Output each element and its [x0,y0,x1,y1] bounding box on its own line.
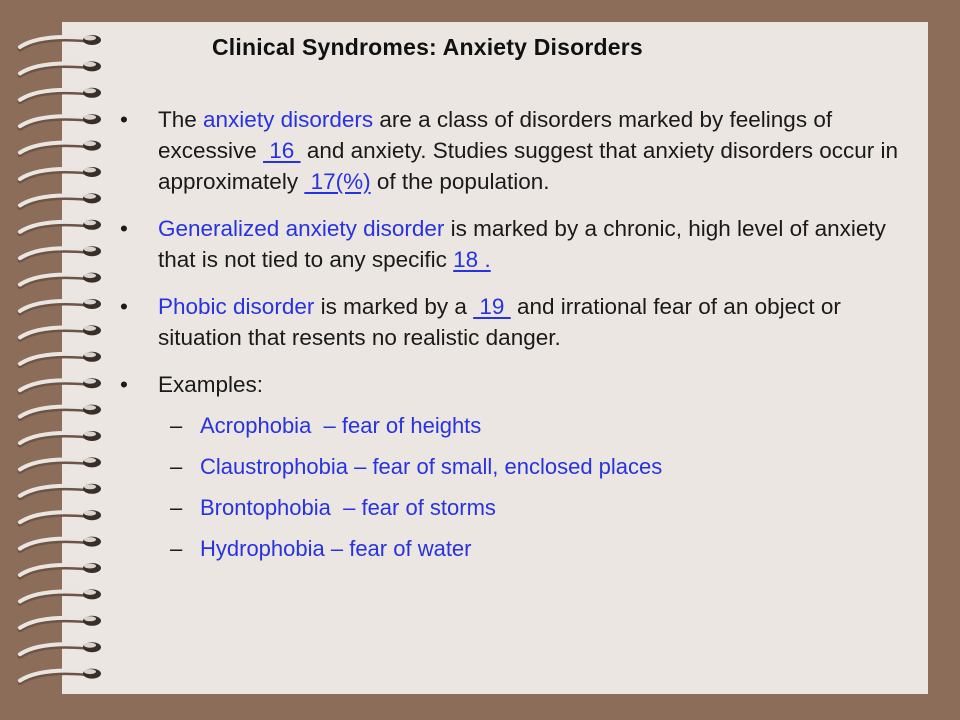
text-run: The [158,107,204,132]
spiral-ring [20,325,101,339]
example-item [112,453,922,481]
text-run: and irrational fear of an object or situation that resents no realistic danger. [158,294,841,350]
spiral-ring [20,246,101,260]
bullet-dot: • [120,216,128,241]
spiral-ring [20,484,101,498]
blank-16: 16 [263,138,301,163]
spiral-ring [20,589,101,603]
term-generalized-anxiety-disorder: Generalized anxiety disorder [158,216,445,241]
term-phobic-disorder: Phobic disorder [158,294,315,319]
text-run: are a class of disorders marked by feelings of excessive [158,107,833,163]
bullet-generalized-anxiety [112,213,922,275]
spiral-ring [20,193,101,207]
blank-18: 18 . [453,247,491,272]
spiral-ring [20,141,101,155]
spiral-ring [20,114,101,128]
spiral-ring [20,35,101,49]
spiral-ring [20,563,101,577]
dash-marker: – [170,454,183,479]
spiral-ring [20,61,101,75]
text-run: is marked by a chronic, high level of anxiety that is not tied to any specific [158,216,886,272]
example-text: Hydrophobia – fear of water [200,536,472,561]
spiral-ring [20,405,101,419]
bullet-text [158,104,922,197]
spiral-ring [20,299,101,313]
bullet-examples [112,369,922,400]
spiral-ring [20,352,101,366]
spiral-ring [20,642,101,656]
text-run: is marked by a [314,294,474,319]
spiral-ring [20,431,101,445]
bullet-dot: • [120,372,128,397]
example-item [112,535,922,563]
bullet-dot: • [120,294,128,319]
spiral-ring [20,378,101,392]
examples-label: Examples: [158,372,264,397]
spiral-ring [20,167,101,181]
blank-17: 17(%) [304,169,371,194]
spiral-binding-icon [0,0,126,720]
text-run: and anxiety. Studies suggest that anxiety disorders occur in approximately [158,138,898,194]
spiral-ring [20,537,101,551]
bullet-anxiety-disorders [112,104,922,197]
example-item [112,412,922,440]
bullet-text [158,291,922,353]
spiral-ring [20,616,101,630]
dash-marker: – [170,536,183,561]
text-run: of the population. [370,169,550,194]
spiral-ring [20,457,101,471]
spiral-ring [20,273,101,287]
spiral-ring [20,669,101,683]
dash-marker: – [170,495,183,520]
slide-content [112,104,922,576]
bullet-phobic-disorder [112,291,922,353]
bullet-text [158,213,922,275]
example-text: Acrophobia – fear of heights [200,413,482,438]
term-anxiety-disorders: anxiety disorders [203,107,374,132]
spiral-ring [20,88,101,102]
spiral-ring [20,510,101,524]
spiral-ring [20,220,101,234]
bullet-dot: • [120,107,128,132]
example-text: Claustrophobia – fear of small, enclosed places [200,454,663,479]
example-item [112,494,922,522]
dash-marker: – [170,413,183,438]
example-text: Brontophobia – fear of storms [200,495,496,520]
blank-19: 19 [473,294,511,319]
slide-title: Clinical Syndromes: Anxiety Disorders [212,34,643,60]
